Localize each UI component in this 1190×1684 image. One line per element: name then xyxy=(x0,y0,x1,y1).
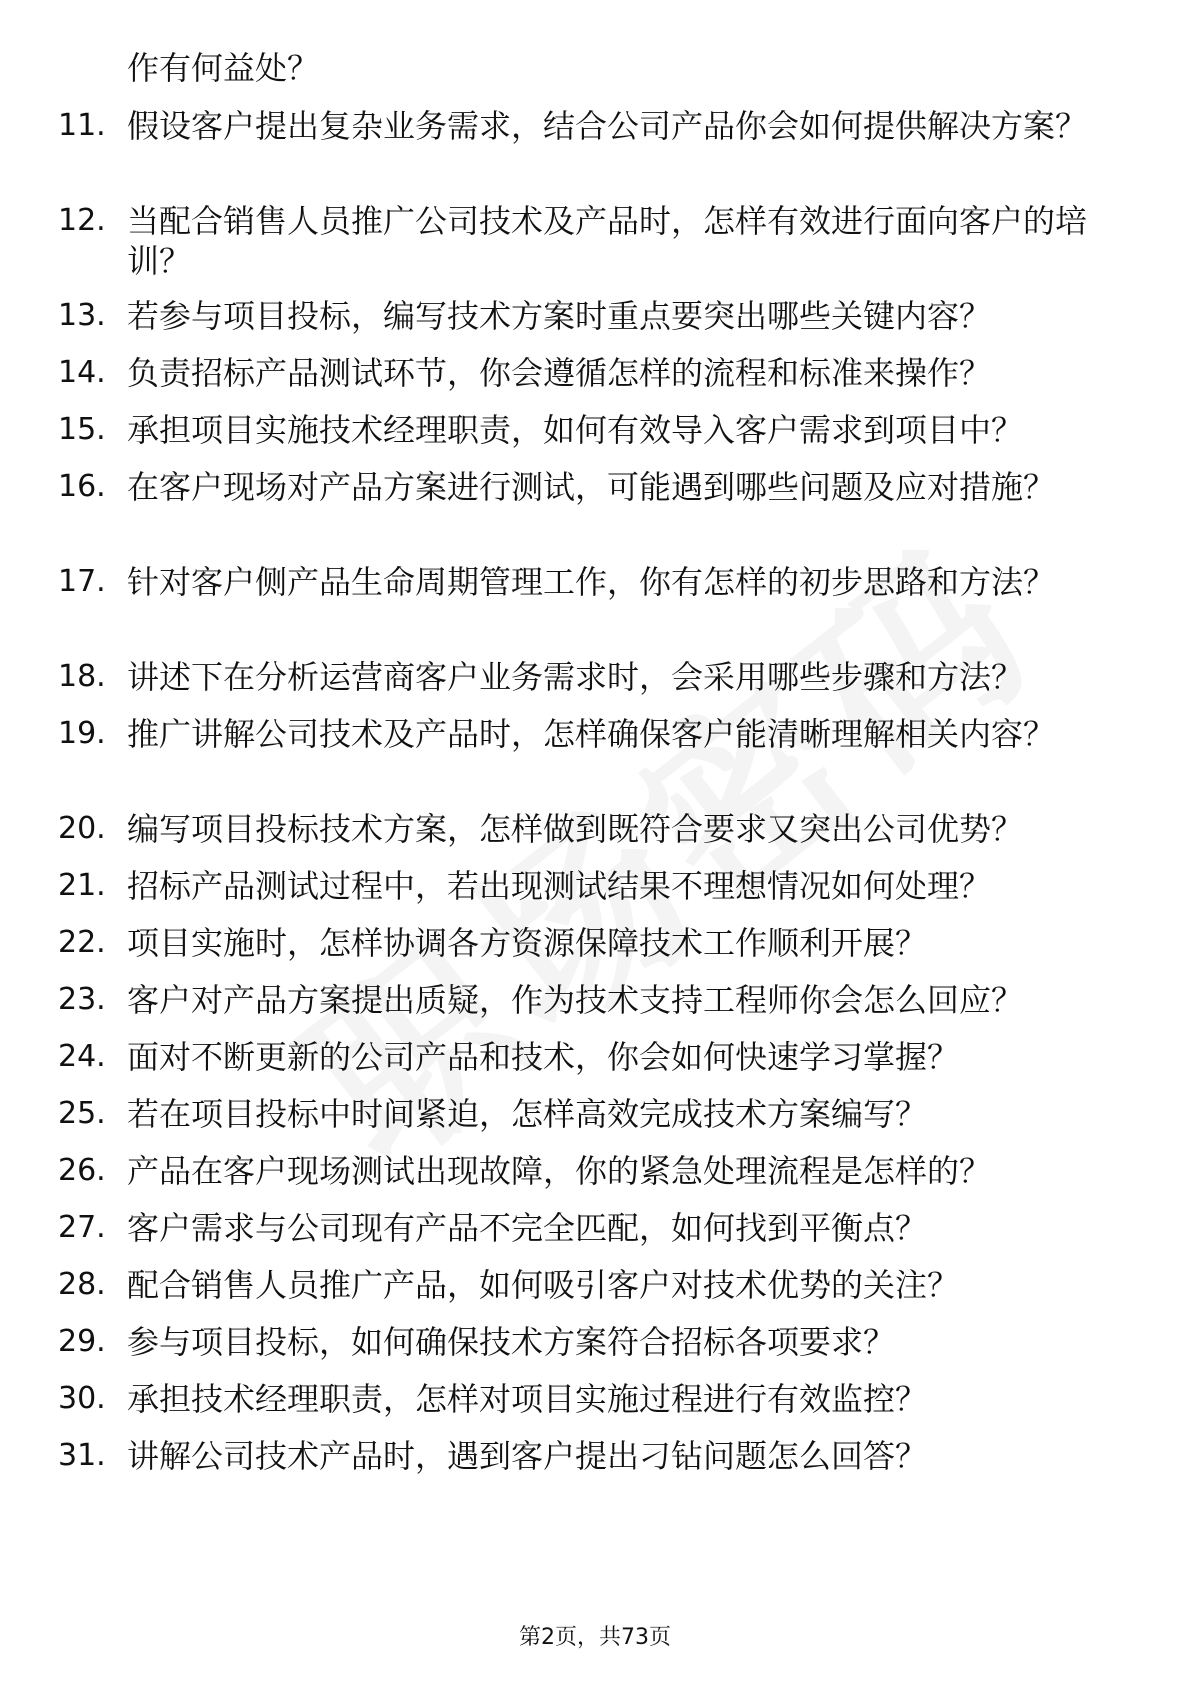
question-text: 编写项目投标技术方案，怎样做到既符合要求又突出公司优势？ xyxy=(127,810,1024,848)
question-number: 13. xyxy=(58,298,106,333)
question-number: 11. xyxy=(58,108,106,143)
question-number: 29. xyxy=(58,1324,106,1359)
question-text: 推广讲解公司技术及产品时，怎样确保客户能清晰理解相关内容？ xyxy=(127,715,1056,753)
question-text: 在客户现场对产品方案进行测试，可能遇到哪些问题及应对措施？ xyxy=(127,468,1056,506)
question-text: 承担项目实施技术经理职责，如何有效导入客户需求到项目中？ xyxy=(127,411,1024,449)
question-number: 16. xyxy=(58,469,106,504)
question-number: 25. xyxy=(58,1096,106,1131)
question-text: 假设客户提出复杂业务需求，结合公司产品你会如何提供解决方案？ xyxy=(127,107,1088,145)
question-number: 26. xyxy=(58,1153,106,1188)
question-text: 客户对产品方案提出质疑，作为技术支持工程师你会怎么回应？ xyxy=(127,981,1024,1019)
question-text: 针对客户侧产品生命周期管理工作，你有怎样的初步思路和方法？ xyxy=(127,563,1056,601)
question-text: 负责招标产品测试环节，你会遵循怎样的流程和标准来操作？ xyxy=(127,354,992,392)
question-number: 18. xyxy=(58,659,106,694)
question-number: 17. xyxy=(58,564,106,599)
question-text: 项目实施时，怎样协调各方资源保障技术工作顺利开展？ xyxy=(127,924,928,962)
question-text: 承担技术经理职责，怎样对项目实施过程进行有效监控？ xyxy=(127,1380,928,1418)
question-text: 产品在客户现场测试出现故障，你的紧急处理流程是怎样的？ xyxy=(127,1152,992,1190)
question-text: 讲解公司技术产品时，遇到客户提出刁钻问题怎么回答？ xyxy=(127,1437,928,1475)
question-number: 23. xyxy=(58,982,106,1017)
question-number: 24. xyxy=(58,1039,106,1074)
question-number: 12. xyxy=(58,203,106,238)
question-text: 配合销售人员推广产品，如何吸引客户对技术优势的关注？ xyxy=(127,1266,960,1304)
question-text: 讲述下在分析运营商客户业务需求时，会采用哪些步骤和方法？ xyxy=(127,658,1024,696)
page-number: 第2页，共73页 xyxy=(519,1625,671,1650)
question-number: 27. xyxy=(58,1210,106,1245)
question-number: 15. xyxy=(58,412,106,447)
question-number: 19. xyxy=(58,716,106,751)
continued-question-text: 作有何益处？ xyxy=(127,49,320,87)
question-number: 31. xyxy=(58,1438,106,1473)
question-text: 参与项目投标，如何确保技术方案符合招标各项要求？ xyxy=(127,1323,896,1361)
question-text: 当配合销售人员推广公司技术及产品时，怎样有效进行面向客户的培训？ xyxy=(127,202,1088,280)
question-number: 14. xyxy=(58,355,106,390)
question-text: 若在项目投标中时间紧迫，怎样高效完成技术方案编写？ xyxy=(127,1095,928,1133)
question-text: 若参与项目投标，编写技术方案时重点要突出哪些关键内容？ xyxy=(127,297,992,335)
question-number: 22. xyxy=(58,925,106,960)
question-number: 20. xyxy=(58,811,106,846)
question-text: 招标产品测试过程中，若出现测试结果不理想情况如何处理？ xyxy=(127,867,992,905)
question-text: 客户需求与公司现有产品不完全匹配，如何找到平衡点？ xyxy=(127,1209,928,1247)
question-number: 21. xyxy=(58,868,106,903)
question-number: 30. xyxy=(58,1381,106,1416)
question-number: 28. xyxy=(58,1267,106,1302)
question-text: 面对不断更新的公司产品和技术，你会如何快速学习掌握？ xyxy=(127,1038,960,1076)
